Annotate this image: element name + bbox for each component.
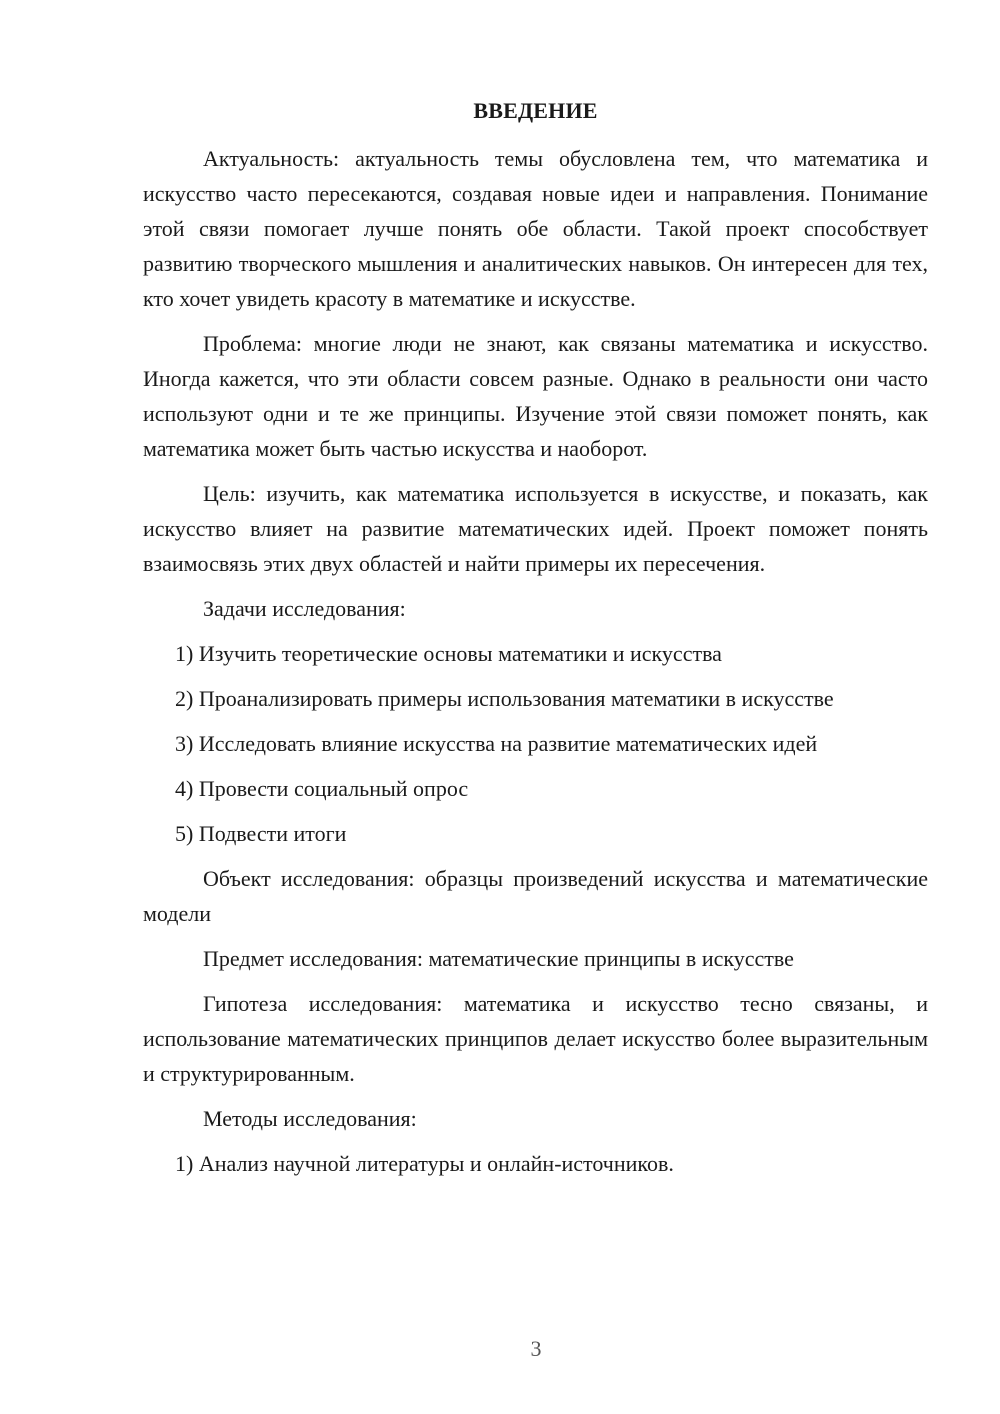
task-item: 4) Провести социальный опрос xyxy=(175,776,469,801)
page-title: ВВЕДЕНИЕ xyxy=(473,98,598,123)
relevance-paragraph: Актуальность: актуальность темы обусловлена тем, что математика и искусство часто пересекаются, создавая новые идеи и направления. Понимание этой связи помогает лучше понять обе области. Такой проект способствует развитию творческого мышления и аналитических навыков. Он интересен для тех, кто хочет увидеть красоту в математике и искусстве. xyxy=(143,146,928,311)
page-content xyxy=(143,94,928,1181)
tasks-heading: Задачи исследования: xyxy=(203,596,406,621)
spacer xyxy=(143,128,928,141)
spacer xyxy=(143,851,928,861)
spacer xyxy=(143,761,928,771)
spacer xyxy=(143,671,928,681)
problem-paragraph: Проблема: многие люди не знают, как связаны математика и искусство. Иногда кажется, что эти области совсем разные. Однако в реальности они часто используют одни и те же принципы. Изучение этой связи поможет понять, как математика может быть частью искусства и наоборот. xyxy=(143,331,928,461)
object-paragraph: Объект исследования: образцы произведений искусства и математические модели xyxy=(143,866,928,926)
spacer xyxy=(143,466,928,476)
spacer xyxy=(143,581,928,591)
task-item: 2) Проанализировать примеры использования математики в искусстве xyxy=(175,686,834,711)
goal-paragraph: Цель: изучить, как математика используется в искусстве, и показать, как искусство влияет на развитие математических идей. Проект поможет понять взаимосвязь этих двух областей и найти примеры их пересечения. xyxy=(143,481,928,576)
spacer xyxy=(143,976,928,986)
spacer xyxy=(143,626,928,636)
page-number: 3 xyxy=(530,1336,542,1361)
spacer xyxy=(143,806,928,816)
task-item: 1) Изучить теоретические основы математики и искусства xyxy=(175,641,722,666)
subject-paragraph: Предмет исследования: математические принципы в искусстве xyxy=(203,946,794,971)
method-item: 1) Анализ научной литературы и онлайн-источников. xyxy=(175,1151,674,1176)
spacer xyxy=(143,1091,928,1101)
task-item: 3) Исследовать влияние искусства на развитие математических идей xyxy=(175,731,818,756)
spacer xyxy=(143,716,928,726)
spacer xyxy=(143,931,928,941)
methods-heading: Методы исследования: xyxy=(203,1106,417,1131)
hypothesis-paragraph: Гипотеза исследования: математика и искусство тесно связаны, и использование математических принципов делает искусство более выразительным и структурированным. xyxy=(143,991,928,1086)
task-item: 5) Подвести итоги xyxy=(175,821,347,846)
spacer xyxy=(143,1136,928,1146)
spacer xyxy=(143,316,928,326)
